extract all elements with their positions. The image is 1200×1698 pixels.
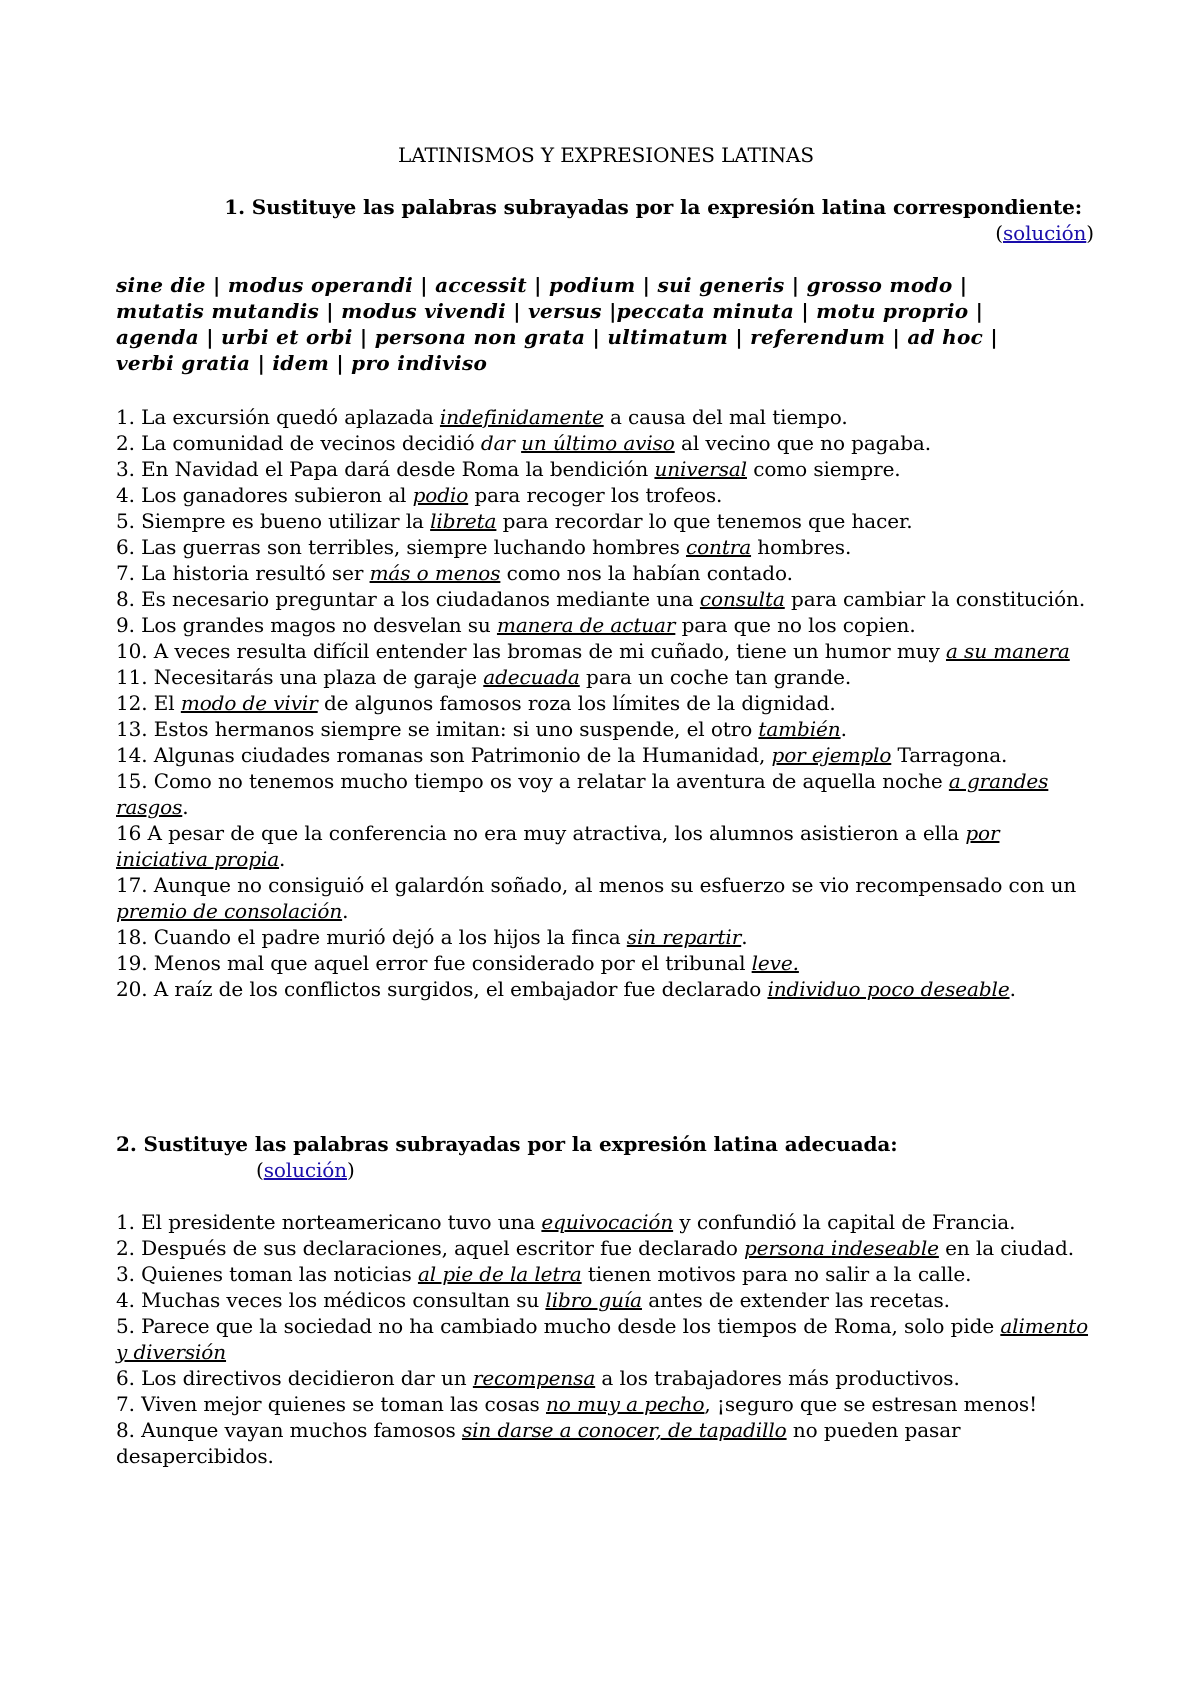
sentence-item — [116, 742, 1091, 768]
sentence-item — [116, 1235, 1091, 1261]
sentence-text: para cambiar la constitución. — [784, 587, 1086, 611]
underlined-phrase: al pie de la letra — [417, 1262, 582, 1286]
sentence-item — [116, 430, 1091, 456]
underlined-phrase: consulta — [699, 587, 785, 611]
sentence-item — [116, 1287, 1091, 1313]
sentence-item — [116, 1417, 1091, 1469]
sentence-text: 18. Cuando el padre murió dejó a los hijos la finca — [116, 925, 627, 949]
underlined-phrase: indefinidamente — [439, 405, 604, 429]
underlined-phrase: a su manera — [945, 639, 1070, 663]
sentence-item — [116, 560, 1091, 586]
underlined-phrase: no muy a pecho — [545, 1392, 705, 1416]
sentence-text: 4. Muchas veces los médicos consultan su — [116, 1288, 546, 1312]
sentence-text: 2. Después de sus declaraciones, aquel escritor fue declarado — [116, 1236, 745, 1260]
latin-expressions-line: sine die | modus operandi | accessit | podium | sui generis | grosso modo | — [116, 273, 968, 297]
sentence-item — [116, 638, 1091, 664]
underlined-phrase: recompensa — [472, 1366, 596, 1390]
sentence-item — [116, 482, 1091, 508]
exercise-1-solution — [116, 220, 1096, 246]
underlined-phrase: persona indeseable — [744, 1236, 939, 1260]
sentence-text: no pueden pasar desapercibidos. — [116, 1418, 961, 1468]
solution-paren-open: ( — [995, 221, 1003, 245]
sentence-text: 15. Como no tenemos mucho tiempo os voy a relatar la aventura de aquella noche — [116, 769, 949, 793]
sentence-text: 16 A pesar de que la conferencia no era muy atractiva, los alumnos asistieron a ella — [116, 821, 966, 845]
sentence-item — [116, 768, 1091, 820]
sentence-text: 3. En Navidad el Papa dará desde Roma la bendición — [116, 457, 655, 481]
sentence-item — [116, 1365, 1091, 1391]
sentence-text: 6. Los directivos decidieron dar un — [116, 1366, 473, 1390]
underlined-phrase: sin darse a conocer, de tapadillo — [461, 1418, 787, 1442]
sentence-item — [116, 950, 1091, 976]
latin-expressions-line: agenda | urbi et orbi | persona non grata | ultimatum | referendum | ad hoc | — [116, 325, 998, 349]
latin-expressions-list — [116, 272, 1066, 376]
sentence-text: 8. Aunque vayan muchos famosos — [116, 1418, 462, 1442]
sentence-text: 1. La excursión quedó aplazada — [116, 405, 440, 429]
sentence-text: Tarragona. — [891, 743, 1008, 767]
underlined-phrase: podio — [412, 483, 469, 507]
underlined-phrase: también — [758, 717, 841, 741]
sentence-italic-text: dar — [480, 431, 522, 455]
sentence-item — [116, 534, 1091, 560]
sentence-text: como nos la habían contado. — [500, 561, 793, 585]
sentence-text: para un coche tan grande. — [579, 665, 852, 689]
exercise-1-header — [116, 194, 1096, 246]
sentence-item — [116, 716, 1091, 742]
sentence-item — [116, 1209, 1091, 1235]
sentence-text: antes de extender las recetas. — [641, 1288, 950, 1312]
sentence-text: al vecino que no pagaba. — [674, 431, 931, 455]
sentence-text: . — [279, 847, 286, 871]
underlined-phrase: libro guía — [545, 1288, 642, 1312]
sentence-text: 4. Los ganadores subieron al — [116, 483, 413, 507]
sentence-item — [116, 456, 1091, 482]
sentence-item — [116, 404, 1091, 430]
underlined-phrase: manera de actuar — [496, 613, 676, 637]
sentence-text: 17. Aunque no consiguió el galardón soñado, al menos su esfuerzo se vio recompensado con un — [116, 873, 1077, 897]
underlined-phrase: sin repartir — [626, 925, 742, 949]
underlined-phrase: contra — [686, 535, 752, 559]
sentence-text: a causa del mal tiempo. — [603, 405, 848, 429]
sentence-item — [116, 1391, 1091, 1417]
sentence-text: para que no los copien. — [675, 613, 916, 637]
sentence-text: a los trabajadores más productivos. — [595, 1366, 960, 1390]
latin-expressions-line: verbi gratia | idem | pro indiviso — [116, 351, 488, 375]
solution-link-2[interactable]: solución — [263, 1158, 348, 1182]
sentence-text: . — [741, 925, 748, 949]
sentence-item — [116, 820, 1091, 872]
sentence-item — [116, 690, 1091, 716]
exercise-1-instructions: 1. Sustituye las palabras subrayadas por la expresión latina correspondiente: — [224, 195, 1082, 219]
exercise-2-instructions: 2. Sustituye las palabras subrayadas por la expresión latina adecuada: — [116, 1132, 898, 1156]
sentence-item — [116, 508, 1091, 534]
underlined-phrase: un último aviso — [521, 431, 675, 455]
sentence-text: 11. Necesitarás una plaza de garaje — [116, 665, 484, 689]
sentence-text: 5. Parece que la sociedad no ha cambiado mucho desde los tiempos de Roma, solo pide — [116, 1314, 1001, 1338]
underlined-phrase: más o menos — [369, 561, 501, 585]
underlined-phrase: individuo poco deseable — [767, 977, 1010, 1001]
sentence-text: y confundió la capital de Francia. — [673, 1210, 1016, 1234]
sentence-text: 13. Estos hermanos siempre se imitan: si uno suspende, el otro — [116, 717, 759, 741]
sentence-text: hombres. — [751, 535, 852, 559]
sentence-text: como siempre. — [746, 457, 901, 481]
latin-expressions-line: mutatis mutandis | modus vivendi | versus |peccata minuta | motu proprio | — [116, 299, 984, 323]
sentence-text: para recoger los trofeos. — [468, 483, 723, 507]
exercise-2-solution — [116, 1157, 1096, 1183]
solution-paren-open: ( — [256, 1158, 264, 1182]
sentence-item — [116, 976, 1091, 1002]
sentence-item — [116, 612, 1091, 638]
underlined-phrase: a grandes rasgos — [116, 769, 1049, 819]
sentence-item — [116, 586, 1091, 612]
document-title: LATINISMOS Y EXPRESIONES LATINAS — [398, 143, 814, 167]
sentence-text: . — [840, 717, 847, 741]
sentence-text: 8. Es necesario preguntar a los ciudadanos mediante una — [116, 587, 700, 611]
sentence-text: , ¡seguro que se estresan menos! — [704, 1392, 1038, 1416]
underlined-phrase: alimento y diversión — [116, 1314, 1089, 1364]
underlined-phrase: premio de consolación — [116, 899, 343, 923]
sentence-text: para recordar lo que tenemos que hacer. — [496, 509, 913, 533]
sentence-text: 20. A raíz de los conflictos surgidos, el embajador fue declarado — [116, 977, 768, 1001]
sentence-text: 1. El presidente norteamericano tuvo una — [116, 1210, 542, 1234]
sentence-text: 7. La historia resultó ser — [116, 561, 370, 585]
solution-paren-close: ) — [1086, 221, 1094, 245]
sentence-item — [116, 1261, 1091, 1287]
sentence-text: 5. Siempre es bueno utilizar la — [116, 509, 431, 533]
underlined-phrase: equivocación — [541, 1210, 674, 1234]
underlined-phrase: universal — [654, 457, 747, 481]
exercise-2-sentences — [116, 1209, 1091, 1469]
underlined-phrase: por ejemplo — [771, 743, 892, 767]
underlined-phrase: por iniciativa propia — [116, 821, 1000, 871]
solution-paren-close: ) — [347, 1158, 355, 1182]
sentence-text: 3. Quienes toman las noticias — [116, 1262, 418, 1286]
sentence-text: 7. Viven mejor quienes se toman las cosas — [116, 1392, 546, 1416]
sentence-text: 12. El — [116, 691, 181, 715]
sentence-text: 10. A veces resulta difícil entender las bromas de mi cuñado, tiene un humor muy — [116, 639, 946, 663]
sentence-item — [116, 1313, 1091, 1365]
exercise-1-sentences — [116, 404, 1091, 1002]
sentence-item — [116, 872, 1091, 924]
solution-link-1[interactable]: solución — [1002, 221, 1087, 245]
sentence-text: 2. La comunidad de vecinos decidió — [116, 431, 481, 455]
sentence-text: . — [342, 899, 349, 923]
underlined-phrase: adecuada — [483, 665, 580, 689]
sentence-text: de algunos famosos roza los límites de la dignidad. — [317, 691, 836, 715]
exercise-2-header — [116, 1131, 1096, 1183]
sentence-item — [116, 924, 1091, 950]
underlined-phrase: modo de vivir — [180, 691, 318, 715]
sentence-text: 14. Algunas ciudades romanas son Patrimonio de la Humanidad, — [116, 743, 772, 767]
sentence-text: 6. Las guerras son terribles, siempre luchando hombres — [116, 535, 686, 559]
sentence-item — [116, 664, 1091, 690]
underlined-phrase: libreta — [430, 509, 497, 533]
sentence-text: tienen motivos para no salir a la calle. — [581, 1262, 972, 1286]
sentence-text: . — [182, 795, 189, 819]
sentence-text: 9. Los grandes magos no desvelan su — [116, 613, 497, 637]
sentence-text: . — [1009, 977, 1016, 1001]
sentence-text: 19. Menos mal que aquel error fue considerado por el tribunal — [116, 951, 752, 975]
underlined-phrase: leve. — [751, 951, 799, 975]
sentence-text: en la ciudad. — [938, 1236, 1074, 1260]
